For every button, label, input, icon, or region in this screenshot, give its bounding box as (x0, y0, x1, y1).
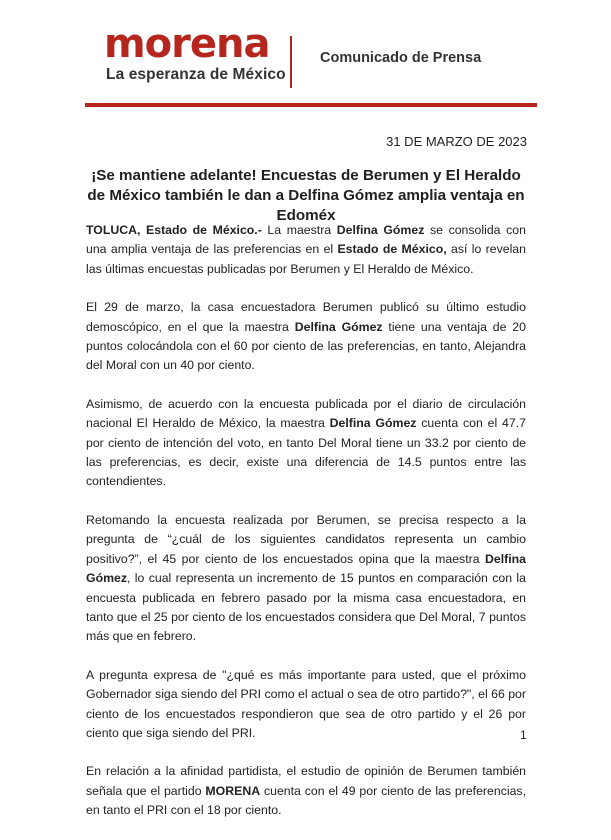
paragraph-text: tiene una ventaja de 20 puntos colocándola con el 60 por ciento de las preferencias, en tanto, Alejandra del Moral con un 40 por ciento. (86, 319, 526, 373)
header-divider (290, 36, 292, 88)
paragraph-text: En relación a la afinidad partidista, el estudio de opinión de Berumen también señala que el partido (86, 764, 526, 798)
document-date: 31 DE MARZO DE 2023 (386, 134, 527, 149)
paragraph-text: Retomando la encuesta realizada por Berumen, se precisa respecto a la pregunta de “¿cuál de los siguientes candidatos representa un cambio positivo?”, el 45 por ciento de los encuestados opina que la maestra (86, 512, 526, 566)
page-number: 1 (520, 728, 527, 742)
emphasized-text: Delfina Gómez (336, 223, 425, 237)
emphasized-text: TOLUCA, Estado de México.- (86, 223, 262, 237)
paragraph-text: El 29 de marzo, la casa encuestadora Berumen publicó su último estudio demoscópico, en el que la maestra (86, 300, 526, 334)
morena-logo-wordmark: morena (104, 21, 270, 67)
body-paragraph (86, 298, 526, 376)
emphasized-text: Delfina Gómez (294, 319, 383, 334)
emphasized-text: Delfina Gómez (329, 416, 417, 431)
press-release-headline: ¡Se mantiene adelante! Encuestas de Berumen y El Heraldo de México también le dan a Delfina Gómez amplia ventaja en Edoméx (87, 167, 525, 224)
body-paragraph (86, 666, 526, 744)
emphasized-text: Delfina Gómez (86, 551, 526, 586)
paragraph-text: A pregunta expresa de "¿qué es más importante para usted, que el próximo Gobernador siga siendo del PRI como el actual o sea de otro partido?", el 66 por ciento de los encuestados respondieron que sea de otro partido y el 26 por ciento que siga siendo del PRI. (86, 667, 526, 740)
paragraph-text: así lo revelan las últimas encuestas publicadas por Berumen y El Heraldo de México. (86, 242, 526, 276)
body-paragraph (86, 511, 526, 647)
paragraph-text: , lo cual representa un incremento de 15 puntos en comparación con la encuesta publicada en febrero pasado por la misma casa encuestadora, en tanto que el 25 por ciento de los encuestados considera que Del Moral, 7 puntos más que en febrero. (86, 571, 526, 644)
paragraph-text: La maestra (261, 223, 337, 237)
morena-logo-tagline: La esperanza de México (106, 66, 286, 83)
paragraph-text: cuenta con el 49 por ciento de las preferencias, en tanto el PRI con el 18 por ciento. (86, 783, 526, 818)
body-paragraph (86, 395, 526, 492)
paragraph-text: Asimismo, de acuerdo con la encuesta publicada por el diario de circulación nacional El Heraldo de México, la maestra (86, 396, 526, 431)
letterhead (0, 0, 611, 110)
header-rule (85, 103, 537, 107)
document-type-label: Comunicado de Prensa (320, 50, 482, 66)
paragraph-text: cuenta con el 47.7 por ciento de intención del voto, en tanto Del Moral tiene un 33.2 por ciento de las preferencias, es decir, existe una diferencia de 14.5 puntos entre las contendientes. (86, 416, 526, 489)
press-release-body (86, 221, 526, 840)
emphasized-text: MORENA (205, 783, 261, 798)
body-paragraph (86, 762, 526, 820)
body-paragraph (86, 221, 526, 279)
emphasized-text: Estado de México, (337, 242, 447, 257)
paragraph-text: se consolida con una amplia ventaja de las preferencias en el (86, 223, 526, 257)
